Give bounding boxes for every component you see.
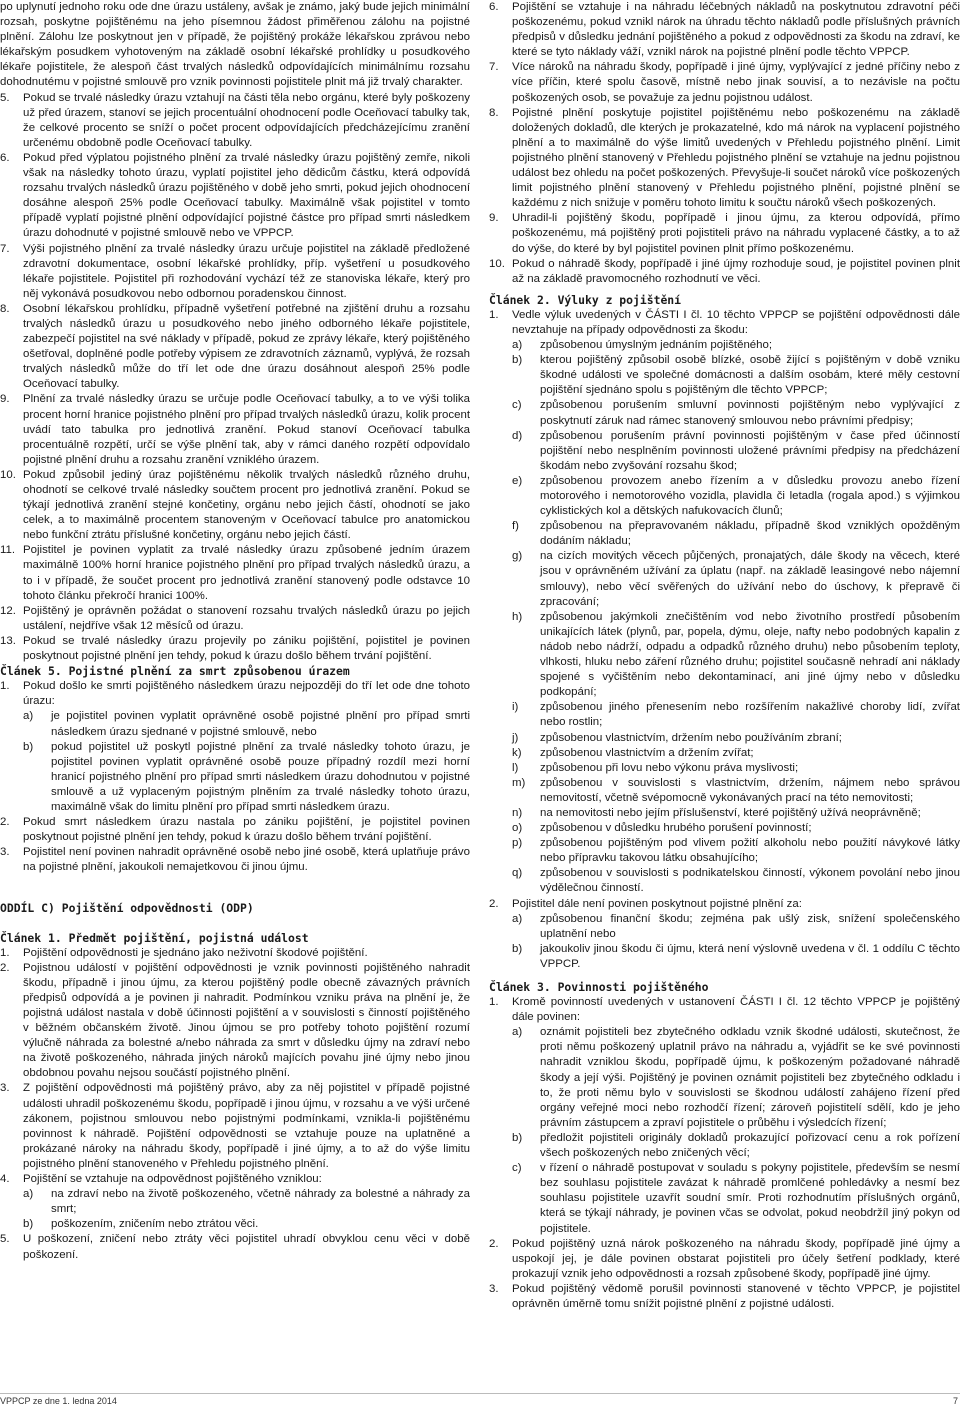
lettered-subclause [512,776,960,806]
spacer [0,917,470,931]
subclause-letter: l) [512,761,519,774]
clause-number: 3. [0,846,10,859]
numbered-clause [489,211,960,256]
clause-text: Pokud se trvalé následky úrazu projevily po zániku pojištění, pojistitel je povinen poskytnout pojistné plnění jen tehdy, pokud k úrazu došlo během trvání pojištění. [23,634,470,663]
lettered-subclause [512,610,960,701]
numbered-clause [489,257,960,287]
clause-number: 6. [0,151,10,164]
lettered-subclause [512,821,960,836]
clause-text: Pojistné plnění poskytuje pojistitel pojištěnému nebo poškozenému na základě doložených dokladů, dle kterých je prokazatelné, kdo má nárok na vyplacení pojistného plnění a to maximálně do výše limitů uvedených v Přehledu pojistného plnění. Limit pojistného plnění stanovený v Přehledu pojistného plnění se vztahuje na jednu pojistnou událost bez ohledu na počet poškozených. Převyšuje-li součet nároků více poškozených limit pojistného plnění stanovený v Přehledu pojistného plnění, pojistné plnění se každému z nich snižuje v poměru tohoto limitu k součtu nároků všech poškozených. [512,106,960,210]
clause-text: způsobenou na přepravovaném nákladu, případně škod vzniklých opožděným dodáním nákladu; [540,520,960,548]
clause-text: způsobenou pojištěným pod vlivem požití alkoholu nebo použití návykové látky nebo přípravku takovou látku obsahujícího; [540,837,960,865]
clause-number: 4. [0,1173,10,1186]
clause-text: způsobenou provozem anebo řízením a v důsledku provozu anebo řízení motorového i nemotorového vozidla, plavidla či letadla (rogala apod.) s výjimkou cyklistických kol a dětských nafukovacích člunů; [540,474,960,518]
numbered-clause [489,106,960,212]
clause-text: Pokud se trvalé následky úrazu vztahují na části těla nebo orgánu, které byly poškozeny už před úrazem, stanoví se jejich procentuální ohodnocení podle Oceňovací tabulky tak, že celkové procento se sníží o počet procent odpovídajících předcházejícímu zranění určenému obdobně podle Oceňovací tabulky. [23,91,470,149]
lettered-subclause [512,866,960,896]
subclause-letter: i) [512,701,519,714]
clause-number: 2. [489,1237,499,1250]
clause-number: 1. [489,308,499,321]
clause-number: 6. [489,1,499,13]
numbered-clause [0,302,470,393]
spacer [489,972,960,980]
numbered-clause [0,961,470,1082]
numbered-clause [0,242,470,302]
numbered-clause [489,1237,960,1282]
clause-text: je pojistitel povinen vyplatit oprávněné osobě pojistné plnění pro případ smrti následkem úrazu sjednané v pojistné smlouvě, nebo [51,710,470,738]
clause-text: Pokud před výplatou pojistného plnění za trvalé následky úrazu pojištěný zemře, nikoli však na následky tohoto úrazu, vyplatí pojistitel jeho dědicům částku, která odpovídá rozsahu trvalých následků úrazu pojištěného v době jeho smrti, pokud jejich ohodnocení dosáhne alespoň 25% podle Oceňovací tabulky. Maximálně však pojistitel v tomto případě vyplatí pojistné plnění odpovídající pojistné částce pro případ smrti následkem úrazu dohodnuté v pojistné smlouvě nebo ve VPPCP. [23,151,470,240]
clause-number: 7. [0,242,10,255]
clause-text: způsobenou v důsledku hrubého porušení povinností; [540,822,812,835]
clause-text: oznámit pojistiteli bez zbytečného odkladu vznik škodné události, skutečnost, že proti němu poškozený uplatnil právo na náhradu a, vyjádřit se ke své povinnosti nahradit vzniklou škodu, popřípadě újmu, k poškozeným požadované náhradě škody a její výši. Pojištěný je povinen oznámit pojistiteli bez zbytečného odkladu i to, že proti němu bylo v souvislosti se škodnou událostí zahájeno řízení před orgány veřejné moci nebo rozhodčí řízení; zároveň pojistitelí sdělí, kdo je jeho právním zástupcem a zpraví pojistitele o průběhu i výsledcích řízení; [540,1026,960,1129]
subclause-letter: b) [512,354,523,367]
clause-text: Pokud o náhradě škody, popřípadě i jiné újmy rozhoduje soud, je pojistitel povinen plnit až na základě pravomocného rozhodnutí ve věci. [512,257,960,285]
clause-text: způsobenou v souvislosti s vlastnictvím, držením, nájmem nebo správou nemovitostí, včetně svépomocně vykonávaných prací na této nemovitosti; [540,776,960,804]
subclause-letter: b) [23,1218,34,1231]
lettered-subclause [512,942,960,972]
lettered-subclause [23,709,470,739]
clause-text: na zdraví nebo na životě poškozeného, včetně náhrady za bolestné a náhrady za smrt; [51,1188,470,1216]
subclause-letter: a) [512,339,523,352]
subclause-letter: b) [512,942,523,955]
article-heading: Článek 3. Povinnosti pojištěného [489,980,709,994]
subclause-letter: c) [512,1162,522,1175]
lettered-subclause [512,912,960,942]
lettered-subclause [512,1161,960,1236]
clause-text: Pokud smrt následkem úrazu nastala po zániku pojištění, je pojistitel povinen poskytnout pojistné plnění jen tehdy, pokud k úrazu došlo během trvání pojištění. [23,816,470,844]
clause-text: Pojistitel dále není povinen poskytnout pojistné plnění za: [512,897,802,910]
lettered-subclause [512,1025,960,1131]
clause-text: Kromě povinností uvedených v ustanovení ČÁSTI I čl. 12 těchto VPPCP je pojištěný dále povinen: [512,996,960,1024]
numbered-clause [489,60,960,105]
lettered-subclause [512,731,960,746]
clause-number: 7. [489,61,499,74]
clause-text: kterou pojištěný způsobil osobě blízké, osobě žijící s pojištěným v době vzniku škodné události ve společné domácnosti a dalším osobám, které měly cestovní pojištění sjednáno spolu s pojištěným dle těchto VPPCP; [540,354,960,397]
clause-text: Pojištění odpovědnosti je sjednáno jako neživotní škodové pojištění. [23,946,368,959]
clause-text: způsobenou porušením právní povinnosti pojištěným v čase před účinností pojištění nebo nesplněním povinnosti uložené právními předpisy na předcházení škodám nebo zvyšování rozsahu škod; [540,429,960,472]
subclause-letter: q) [512,867,523,880]
clause-text: pokud pojistitel už poskytl pojistné plnění za trvalé následky tohoto úrazu, je pojistitel povinen vyplatit oprávněné osobě pouze případný rozdíl mezi horní hranicí pojistného plnění pro případ smrti následkem úrazu dohodnutou v pojistné smlouvě a už vyplaceným pojistným plněním za trvalé následky tohoto úrazu, maximálně však do limitu plnění pro případ smrti následkem úrazu. [51,740,470,813]
clause-text: způsobenou jakýmkoli znečištěním vod nebo životního prostředí působením unikajících látek (plynů, par, popela, dýmu, oleje, nafty nebo podobných kapalin z nádob nebo nádrží, odpadu a odpadků různého druhu) nebo působením teploty, vlhkosti, hluku nebo záření různého druhu; pojistitel současně nehradí ani náklady spojené s vyčištěním nebo dekontaminací, ani jiné újmy nebo v důsledku podkopání; [540,610,960,699]
subclause-letter: k) [512,746,522,759]
clause-number: 2. [489,897,499,910]
lettered-subclause [512,700,960,730]
clause-text: jakoukoliv jinou škodu či újmu, která není výslovně uvedena v čl. 1 oddílu C těchto VPPCP. [540,942,960,970]
article-heading: Článek 5. Pojistné plnění za smrt způsobenou úrazem [0,664,350,679]
lettered-subclause [512,1131,960,1161]
clause-number: 1. [0,946,10,959]
paragraph: po uplynutí jednoho roku ode dne úrazu ustáleny, avšak je známo, jaký bude jejich minimální rozsah, poskytne pojištěnému na jeho písemnou žádost přiměřenou zálohu na pojistné plnění. Zálohu lze poskytnout jen v případě, že pojištěný prokáže lékařskou zprávou nebo lékařským posudkem vyhotoveným na základě osobní lékařské prohlídky u posudkového lékaře pojistitele, že alespoň část trvalých následků odpovídajících minimálnímu rozsahu dohodnutému v pojistné smlouvě pro vznik povinnosti pojistitele plnit má již trvalý charakter. [0,1,470,89]
clause-text: Pokud způsobil jediný úraz pojištěnému několik trvalých následků různého druhu, ohodnotí se celkové trvalé následky součtem procent pro jednotlivá zranění. Pokud se týkají jednotlivá zranění stejné končetiny, orgánu nebo jejich částí, ohodnotí se jako celek, a to maximálně procentem stanoveným v Oceňovací tabulce pro anatomickou nebo funkční ztrátu příslušné končetiny, orgánu nebo jejich částí. [23,468,470,542]
numbered-clause [0,468,470,543]
clause-text: Pojištění se vztahuje na odpovědnost pojištěného vzniklou: [23,1173,322,1186]
clause-text: způsobenou jiného přenesením nebo rozšířením nakažlivé choroby lidí, zvířat nebo rostlin; [540,701,960,729]
clause-text: Pokud pojištěný uzná nárok poškozeného na náhradu škody, popřípadě jiné újmy a uspokojí jej, je dále povinen obstarat pojistiteli pro účely šetření podklady, které prokazují vznik jeho odpovědnosti a rozsah způsobené škody, popřípadě jiné újmy. [512,1237,960,1280]
numbered-clause [0,604,470,634]
lettered-subclause [512,353,960,398]
lettered-subclause [512,836,960,866]
clause-text: Pojistitel není povinen nahradit oprávněné osobě nebo jiné osobě, která uplatňuje právo na pojistné plnění, jakoukoli nemajetkovou či jinou újmu. [23,846,470,874]
clause-text: na nemovitosti nebo jejím příslušenství, které pojištěný užívá neoprávněně; [540,806,921,819]
article-heading: Článek 1. Předmět pojištění, pojistná událost [0,930,309,945]
subclause-letter: e) [512,474,523,487]
subclause-letter: f) [512,520,519,533]
clause-number: 12. [0,604,16,617]
clause-text: předložit pojistiteli originály dokladů prokazující pořizovací cenu a rok pořízení všech poškozených nebo zničených věcí; [540,1131,960,1160]
clause-number: 9. [489,212,499,225]
lettered-subclause [23,740,470,815]
numbered-clause [0,543,470,603]
clause-text: způsobenou finanční škodu; zejména pak ušlý zisk, snížení společenského uplatnění nebo [540,912,960,940]
clause-number: 10. [0,468,16,481]
clause-text: Uhradil-li pojištěný škodu, popřípadě i jinou újmu, za kterou odpovídá, přímo poškozenému, má pojištěný proti pojistiteli právo na náhradu vyplacené částky, a to až do výše, do které by byl pojistitel povinen plnit přímo poškozenému. [512,212,960,255]
numbered-clause [0,946,470,961]
clause-text: Pokud pojištěný vědomě porušil povinnosti stanovené v těchto VPPCP, je pojistitel oprávněn úměrně tomu snížit pojistné plnění z pojistné události. [512,1282,960,1310]
lettered-subclause [512,746,960,761]
clause-text: Pojistitel je povinen vyplatit za trvalé následky úrazu způsobené jedním úrazem maximálně 100% horní hranice pojistného plnění pro případ trvalých následků úrazu, a to i v případě, že součet procent pro jednotlivá zranění stanovený podle odstavce 10 tohoto článku překročí hranici 100%. [23,544,470,602]
clause-number: 8. [0,302,10,315]
section-heading: ODDÍL C) Pojištění odpovědnosti (ODP) [0,901,254,916]
numbered-clause [0,679,470,709]
clause-text: Pokud došlo ke smrti pojištěného následkem úrazu nejpozději do tří let ode dne tohoto úrazu: [23,680,470,708]
numbered-clause [489,897,960,912]
subclause-letter: a) [512,912,523,925]
clause-text: způsobenou při lovu nebo výkonu práva myslivosti; [540,761,799,774]
clause-text: Plnění za trvalé následky úrazu se určuje podle Oceňovací tabulky, a to ve výši tolika procent horní hranice pojistného plnění pro případ trvalých následků úrazu, kolik procent uvádí tato tabulka pro jednotlivá zranění. Pokud stanoví Oceňovací tabulka procentuálně rozpětí, určí se výše plnění tak, aby v rámci daného rozpětí odpovídalo pojistné plnění druhu a rozsahu zranění vzniklého úrazem. [23,393,470,466]
subclause-letter: a) [23,1188,34,1201]
lettered-subclause [512,519,960,549]
subclause-letter: b) [512,1131,523,1144]
numbered-clause [489,1282,960,1312]
numbered-clause [0,91,470,151]
numbered-clause [489,0,960,60]
clause-number: 3. [0,1082,10,1095]
clause-text: Pojištění se vztahuje i na náhradu léčebných nákladů na poskytnutou zdravotní péči poškozenému, pokud vznikl nárok na úhradu těchto nákladů podle příslušných právních předpisů v důsledku jednání pojištěného a pokud z odpovědnosti za škodu na zdraví, ke které se tyto náklady váží, vznikl nárok na pojistné plnění podle těchto VPPCP. [512,1,960,59]
lettered-subclause [512,338,960,353]
clause-text: na cizích movitých věcech půjčených, pronajatých, dále škody na věcech, které jsou v oprávněném užívání za úplatu (např. na základě leasingové nebo nájemní smlouvy), nebo věcí svěřených do užívání nebo do úschovy, k přepravě či zpracování; [540,550,960,608]
subclause-letter: d) [512,429,523,442]
numbered-clause [0,634,470,664]
subclause-letter: o) [512,822,523,835]
lettered-subclause [512,806,960,821]
numbered-clause [0,845,470,875]
clause-number: 1. [489,996,499,1009]
subclause-letter: m) [512,776,526,789]
subclause-letter: j) [512,731,519,744]
left-column [0,0,470,1263]
footer-divider [0,1393,960,1394]
numbered-clause [0,151,470,242]
clause-text: způsobenou vlastnictvím, držením nebo používáním zbraní; [540,731,842,744]
clause-number: 2. [0,816,10,829]
clause-text: v řízení o náhradě postupovat v souladu s pokyny pojistitele, především se nesmí bez souhlasu pojistitele zavázat k náhradě promlčené pohledávky a nesmí bez souhlasu pojistitele uzavřít soudní smír. Proti rozhodnutím příslušných orgánů, která se týkají náhrady, je povinen včas se odvolat, pokud neobdržíl jiný pokyn od pojistitele. [540,1162,960,1235]
clause-text: způsobenou v souvislosti s podnikatelskou činností, výkonem povolání nebo jinou výdělečnou činností. [540,867,960,895]
lettered-subclause [512,474,960,519]
numbered-clause [489,308,960,338]
clause-text: Výši pojistného plnění za trvalé následky úrazu určuje pojistitel na základě předložené zdravotní dokumentace, osobní lékařské prohlídky, příp. vyšetření u posudkového lékaře pojistitele. Pojistitel při rozhodování vychází též ze stanoviska lékaře, který pro něj vykonává posudkovou nebo odbornou poradenskou činnost. [23,242,470,300]
clause-text: Pojistnou událostí v pojištění odpovědnosti je vznik povinnosti pojištěného nahradit škodu, případně i jinou újmu, za kterou pojištěný podle obecně závazných právních předpisů odpovídá a je povinen ji nahradit. Podmínkou vzniku práva na plnění je, že pojistná událost nastala v době účinnosti pojištění a v souvislosti s činností pojištěného v běžném občanském životě. Jinou újmou se pro potřeby tohoto pojištění rozumí výlučně náhrada za bolestné a/nebo náhrada za smrt v důsledku újmy na zdraví nebo na životě poškozeného, náhrada jiných nároků majících povahu jiné újmy nebo jinou obdobnou povahu nejsou součástí pojistného plnění. [23,961,470,1080]
page-number: 7 [952,1396,958,1406]
clause-text: Více nároků na náhradu škody, popřípadě i jiné újmy, vyplývající z jedné příčiny nebo z více příčin, které spolu časově, místně nebo jinak souvisí, a to nezávisle na počtu poškozených osob, se považuje za jednu pojistnou událost. [512,61,960,104]
subclause-letter: n) [512,806,523,819]
lettered-subclause [512,761,960,776]
numbered-clause [0,1172,470,1187]
clause-number: 1. [0,680,10,693]
clause-number: 10. [489,257,505,270]
lettered-subclause [23,1217,470,1232]
numbered-clause [0,815,470,845]
lettered-subclause [23,1187,470,1217]
clause-number: 8. [489,106,499,119]
subclause-letter: a) [512,1026,523,1039]
numbered-clause [0,392,470,467]
right-column [489,0,960,1312]
clause-number: 11. [0,544,16,557]
clause-text: Z pojištění odpovědnosti má pojištěný právo, aby za něj pojistitel v případě pojistné události uhradil poškozenému škodu, popřípadě i jinou újmu, v rozsahu a ve výši určené zákonem, pojistnou smlouvou nebo pojistnými podmínkami, vznikla-li pojištěnému povinnost k náhradě. Pojištění odpovědnosti se vztahuje pouze na uplatněné a prokázané nároky na náhradu škody, popřípadě i jiné újmy, a to až do výše limitu pojistného plnění stanoveného v Přehledu pojistného plnění. [23,1082,470,1170]
lettered-subclause [512,398,960,428]
subclause-letter: g) [512,550,523,563]
subclause-letter: b) [23,740,34,753]
clause-text: Osobní lékařskou prohlídku, případně vyšetření potřebné na zjištění druhu a rozsahu trvalých následků úrazu u posudkového nebo jiného odborného lékaře pojistitele, zabezpečí pojistitel na své náklady v případě, pokud ze zprávy lékaře, který pojištěného ošetřoval, doplněné podle potřeby výpisem ze zdravotních záznamů, vyplývá, že rozsah trvalých následků může do tří let ode dne úrazu dosáhnout alespoň 25% podle Oceňovací tabulky. [23,302,470,391]
numbered-clause [0,1081,470,1172]
clause-text: U poškození, zničení nebo ztráty věci pojistitel uhradí obvyklou cenu věci v době poškození. [23,1233,470,1261]
subclause-letter: a) [23,710,34,723]
clause-number: 2. [0,961,10,974]
clause-number: 13. [0,634,16,647]
article-heading: Článek 2. Výluky z pojištění [489,292,682,307]
clause-text: poškozením, zničením nebo ztrátou věci. [51,1218,259,1231]
numbered-clause [489,995,960,1025]
clause-number: 5. [0,91,10,104]
footer-document-title: VPPCP ze dne 1. ledna 2014 [0,1396,117,1406]
clause-text: způsobenou porušením smluvní povinnosti pojištěným nebo vyplývající z poskytnutí záruk nad rámec stanovený smlouvou nebo právními předpisy; [540,399,960,427]
clause-number: 3. [489,1282,499,1295]
lettered-subclause [512,429,960,474]
clause-text: způsobenou vlastnictvím a držením zvířat; [540,746,754,759]
subclause-letter: c) [512,399,522,412]
clause-text: Pojištěný je oprávněn požádat o stanovení rozsahu trvalých následků úrazu po jejich ustálení, nejdříve však 12 měsíců od úrazu. [23,604,470,632]
clause-number: 5. [0,1233,10,1246]
subclause-letter: h) [512,610,523,623]
subclause-letter: p) [512,837,523,850]
clause-number: 9. [0,393,10,406]
lettered-subclause [512,549,960,609]
numbered-clause [0,1232,470,1262]
clause-text: Vedle výluk uvedených v ČÁSTI I čl. 10 těchto VPPCP se pojištění odpovědnosti dále nevztahuje na případy odpovědnosti za škodu: [512,308,960,336]
spacer [0,875,470,901]
clause-text: způsobenou úmyslným jednáním pojištěného; [540,339,773,352]
